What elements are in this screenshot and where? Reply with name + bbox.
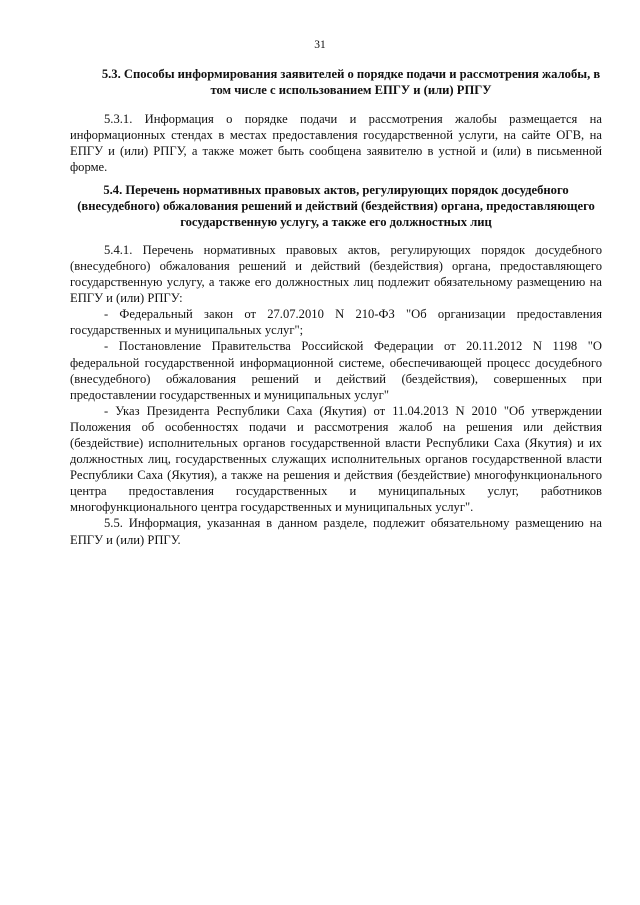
section-5-4-1-paragraph: 5.4.1. Перечень нормативных правовых актов, регулирующих порядок досудебного (внесудебного) обжалования решений и действий (бездействия) органа, предоставляющего государственную услугу, а также его должностных лиц подлежит обязательному размещению на ЕПГУ и (или) РПГУ: xyxy=(70,242,602,306)
section-5-5-paragraph: 5.5. Информация, указанная в данном разделе, подлежит обязательному размещению на ЕПГУ и (или) РПГУ. xyxy=(70,516,602,547)
page-number: 31 xyxy=(314,39,326,51)
section-5-4-heading: 5.4. Перечень нормативных правовых актов, регулирующих порядок досудебного (внесудебного) обжалования решений и действий (бездействия) органа, предоставляющего государственную услугу, а также его должностных лиц xyxy=(77,182,595,229)
document-body xyxy=(70,66,602,548)
legal-act-item-federal-law: - Федеральный закон от 27.07.2010 N 210-ФЗ "Об организации предоставления государственных и муниципальных услуг"; xyxy=(70,307,602,338)
section-5-3-1-paragraph: 5.3.1. Информация о порядке подачи и рассмотрения жалобы размещается на информационных стендах в местах предоставления государственной услуги, на сайте ОГВ, на ЕПГУ и (или) РПГУ, а также может быть сообщена заявителю в устной и (или) в письменной форме. xyxy=(70,112,602,175)
legal-act-item-government-decree: - Постановление Правительства Российской Федерации от 20.11.2012 N 1198 "О федеральной государственной информационной системе, обеспечивающей процесс досудебного (внесудебного) обжалования решений и действий (бездействия), совершенных при предоставлении государственных и муниципальных услуг" xyxy=(70,339,602,402)
section-5-3-heading: 5.3. Способы информирования заявителей о порядке подачи и рассмотрения жалобы, в том числе с использованием ЕПГУ и (или) РПГУ xyxy=(101,67,601,98)
legal-act-item-presidential-decree: - Указ Президента Республики Саха (Якутия) от 11.04.2013 N 2010 "Об утверждении Положения об особенностях подачи и рассмотрения жалоб на решения или действия (бездействие) исполнительных органов государственной власти Республики Саха (Якутия) и их должностных лиц, государственных служащих исполнительных органов государственной власти Республики Саха (Якутия), а также на решения и действия (бездействие) многофункционального центра предоставления государственных и муниципальных услуг, работников многофункционального центра государственных и муниципальных услуг". xyxy=(70,403,602,515)
